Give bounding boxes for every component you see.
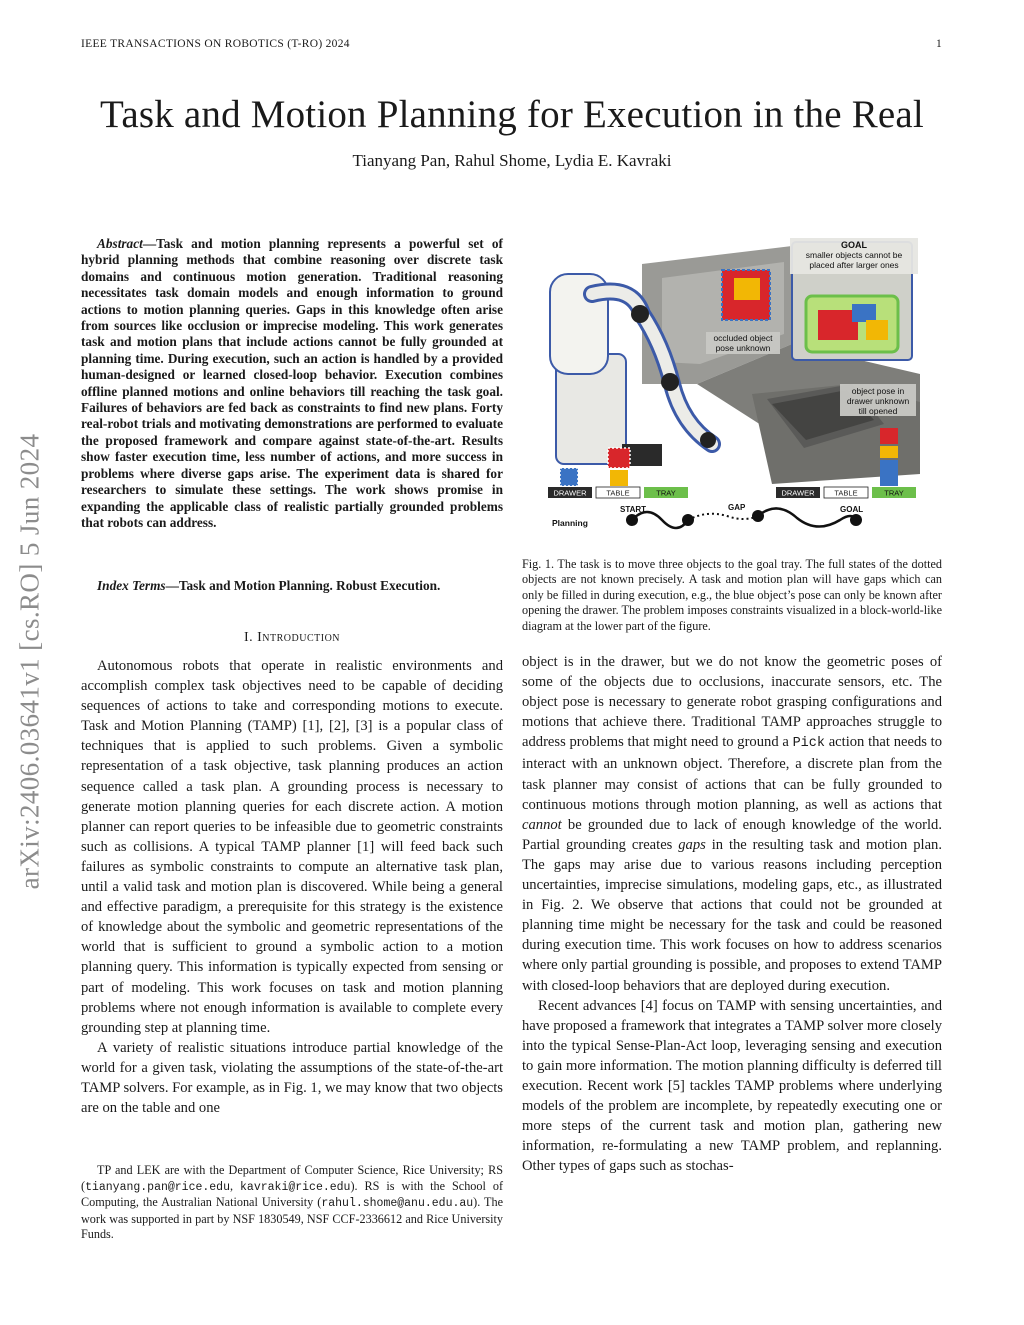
figure-1	[522, 234, 942, 540]
intro-paragraph-2: A variety of realistic situations introduce partial knowledge of the world for a given task, violating the assumptions of the state-of-the-art TAMP solvers. For example, as in Fig. 1, we may know that two objects are on the table and one	[81, 1039, 503, 1117]
page-number: 1	[936, 38, 943, 50]
goal-note-title: GOAL	[841, 240, 867, 250]
emphasis-gaps: gaps	[678, 836, 706, 853]
right-p1-a: object is in the drawer, but we do not know the geometric poses of some of the objects due to occlusions, inaccurate sensors, etc. The object pose is necessary to generate robot grasping configurations and motions that achieve there. Traditional TAMP approaches struggle to address problems that might need to ground a	[522, 654, 942, 751]
right-p1-b: action that needs to interact with an unknown object. Therefore, a discrete plan from the task planner may consist of actions that can be fully grounded to continuous motions through motion planning, as well as actions that	[522, 734, 942, 813]
drawer-note-line-2: drawer unknown	[846, 396, 910, 406]
start-red-block	[608, 448, 630, 468]
plan-goal-node	[850, 514, 862, 526]
footnote-email-2: kavraki@rice.edu	[240, 1180, 351, 1194]
goal-note-line-1: smaller objects cannot be	[805, 250, 903, 260]
index-terms	[81, 578, 503, 594]
robot-joint-2	[661, 373, 679, 391]
robot-joint-1	[631, 305, 649, 323]
footnote-email-3: rahul.shome@anu.edu.au	[321, 1197, 474, 1211]
section-numeral: I.	[243, 630, 258, 645]
occluded-note-line-1: occluded object	[713, 333, 773, 343]
plan-goal-label: GOAL	[840, 505, 864, 514]
plan-gap-label: GAP	[728, 503, 746, 512]
goal-blue-block	[880, 460, 898, 486]
paper-title: Task and Motion Planning for Execution in the Real	[100, 93, 924, 136]
goal-red-block	[880, 428, 898, 444]
footnote	[81, 1163, 503, 1243]
section-heading	[81, 630, 503, 646]
abstract	[81, 236, 503, 531]
section-name: Introduction	[257, 630, 341, 645]
footnote-text-2: ). RS is with the School of Computing, the Australian National University (	[81, 1178, 503, 1210]
plan-start-label: START	[620, 505, 647, 514]
footnote-divider	[81, 1158, 331, 1159]
right-paragraph-2: Recent advances [4] focus on TAMP with sensing uncertainties, and have proposed a framework that integrates a TAMP solver more closely into the typical Sense-Plan-Act loop, leveraging sensing and execution to gain more information. The motion planning difficulty is deferred till execution. Recent work [5] tackles TAMP problems where underlying models of the problem are incomplete, by repeatedly executing one or more steps of the current task and motion plan, gathering new information, re-formulating a new TAMP problem, and replanning. Other types of gaps such as stochas-	[522, 997, 942, 1175]
figure-1-illustration	[522, 234, 942, 540]
right-paragraph-1	[522, 652, 942, 996]
goal-bin-drawer-label: DRAWER	[781, 488, 815, 498]
drawer-note-line-1: object pose in	[851, 386, 905, 396]
paper-authors: Tianyang Pan, Rahul Shome, Lydia E. Kavraki	[352, 151, 672, 170]
running-header: IEEE TRANSACTIONS ON ROBOTICS (T-RO) 2024	[81, 38, 350, 50]
start-yellow-block	[610, 470, 628, 486]
footnote-separator: ,	[230, 1178, 241, 1193]
emphasis-cannot: cannot	[522, 816, 562, 833]
abstract-label: Abstract	[97, 236, 143, 251]
index-terms-label: Index Terms	[97, 578, 166, 593]
right-p1-c: be grounded due to lack of enough knowledge of the world. Partial grounding creates	[522, 816, 942, 853]
goal-bin-table-label: TABLE	[834, 488, 858, 498]
planning-label: Planning	[552, 518, 588, 528]
pick-action-code: Pick	[792, 736, 825, 752]
tray-box-yellow	[866, 320, 888, 340]
goal-yellow-block	[880, 446, 898, 458]
goal-note-line-2: placed after larger ones	[809, 260, 899, 270]
start-bin-table-label: TABLE	[606, 488, 630, 498]
start-bin-tray-label: TRAY	[656, 488, 676, 498]
footnote-text-1: TP and LEK are with the Department of Computer Science, Rice University; RS (	[81, 1163, 503, 1193]
footnote-text-3: ). The work was supported in part by NSF 1830549, NSF CCF-2336612 and Rice University Funds.	[81, 1195, 503, 1242]
right-p1-d: in the resulting task and motion plan. The gaps may arise due to various reasons including perception uncertainties, imprecise simulations, modeling gaps, etc., as illustrated in Fig. 2. We observe that actions that could not be grounded at planning time might be necessary for the task and could be reasoned during execution time. This work focuses on how to address scenarios where only partial grounding is possible, and proposes to extend TAMP with closed-loop behaviors that are deployed during execution.	[522, 836, 942, 994]
footnote-email-1: tianyang.pan@rice.edu	[85, 1180, 230, 1194]
drawer-note-line-3: till opened	[858, 406, 898, 416]
occluded-note-line-2: pose unknown	[715, 343, 771, 353]
right-column	[522, 652, 942, 1176]
index-terms-text: —Task and Motion Planning. Robust Execution.	[165, 578, 441, 593]
figure-caption: Fig. 1. The task is to move three objects to the goal tray. The full states of the dotted objects are not known precisely. A task and motion plan will have gaps which can only be filled in during execution, e.g., the blue object’s pose can only be known after opening the drawer. The problem imposes constraints visualized in a block-world-like diagram at the lower part of the figure.	[522, 557, 942, 633]
robot-joint-3	[700, 432, 716, 448]
abstract-text: —Task and motion planning represents a powerful set of hybrid planning methods that combine reasoning over discrete task domains and continuous motion generation. Traditional reasoning necessitates task domain models and enough information to ground actions to motion planning queries. Gaps in this knowledge often arise from sources like occlusion or imprecise modeling. This work generates task and motion plans that include actions cannot be fully grounded at planning time. During execution, such an action is handled by a provided human-designed or learned closed-loop behavior. Execution combines offline planned motions and online behaviors till reaching the task goal. Failures of behaviors are fed back as constraints to find new plans. Forty real-robot trials and motivating demonstrations are performed to evaluate the proposed framework and compare against state-of-the-art. Results show faster execution time, less number of actions, and more success in problems where diverse gaps arise. The experiment data is shared for researchers to simulate these settings. The work shows promise in expanding the applicable class of realistic partially grounded problems that robots can address.	[81, 236, 503, 530]
goal-bin-tray-label: TRAY	[884, 488, 904, 498]
intro-paragraph-1: Autonomous robots that operate in realistic environments and accomplish complex task objectives need to be capable of deciding sequences of actions to take and corresponding motions to execute. Task and Motion Planning (TAMP) [1], [2], [3] is a popular class of techniques that is applied to such problems. Given a symbolic representation of a task objective, task planning produces an action sequence called a task plan. A grounding process is necessary to generate motion planning queries for each discrete action. A motion planner can report queries to be infeasible due to geometric constraints such as collisions. A typical TAMP planner [1] will feed back such failures as symbolic constraints to compute an alternative task plan, until a valid task and motion plan is discovered. While being a general and effective paradigm, a prerequisite for this strategy is the existence of knowledge about the symbolic and geometric representations of the world that is sufficient to ground a symbolic action to a motion planning query. This information is typically expected from sensing or part of modeling. This work focuses on task and motion planning problems where not enough information is available to complete every grounding step at planning time.	[81, 658, 503, 1036]
tray-box-blue	[852, 304, 876, 322]
left-column	[81, 656, 503, 1118]
box-label-yellow	[734, 278, 760, 300]
start-bin-drawer-label: DRAWER	[553, 488, 587, 498]
start-blue-block	[560, 468, 578, 486]
arxiv-stamp: arXiv:2406.03641v1 [cs.RO] 5 Jun 2024	[14, 433, 45, 890]
